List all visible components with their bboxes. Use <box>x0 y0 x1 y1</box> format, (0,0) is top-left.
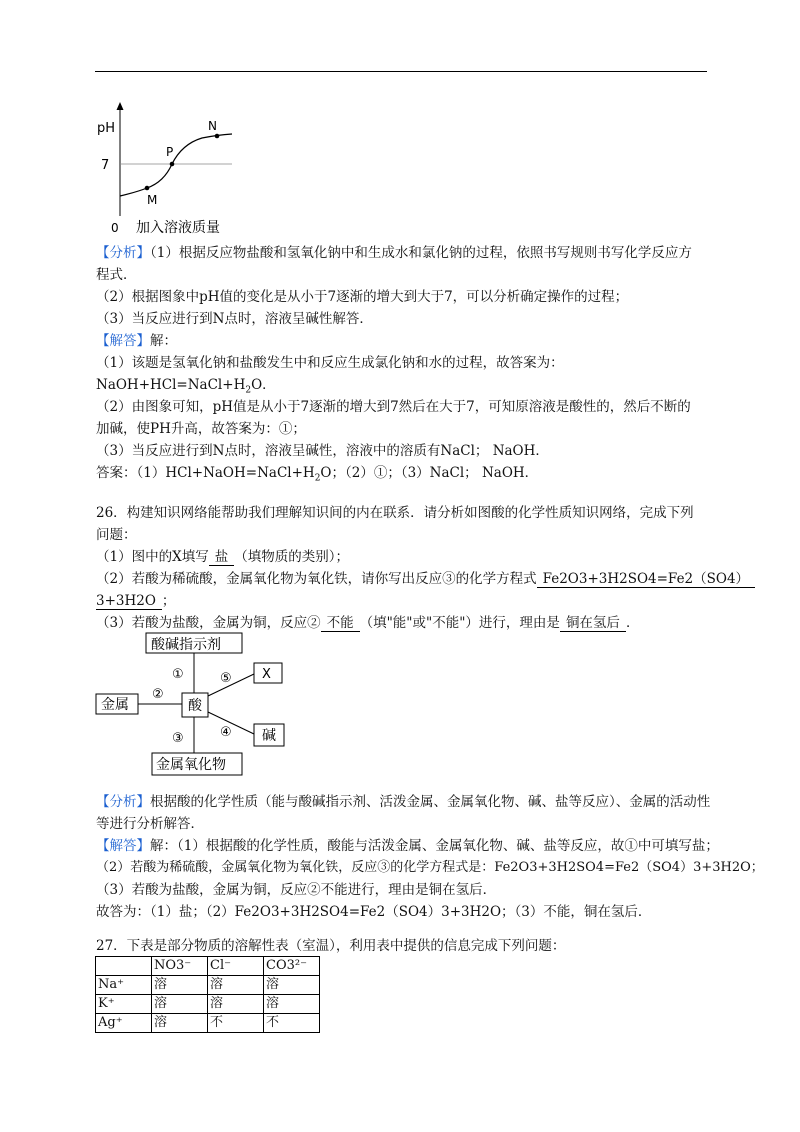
answer26-line1: 【解答】解：（1）根据酸的化学性质，酸能与活泼金属、金属氧化物、碱、盐等反应，故①中可填写盐； <box>96 838 719 854</box>
table-cell: 溶 <box>264 976 320 995</box>
analysis26-line2: 等进行分析解答． <box>96 816 204 832</box>
table-header-cell: Cl⁻ <box>208 957 264 976</box>
x-axis-label: 加入溶液质量 <box>136 220 220 236</box>
table-cell: 不 <box>208 1014 264 1033</box>
header-rule <box>95 71 707 72</box>
y-axis-label: pH <box>97 121 116 136</box>
q26-answer2-part1: Fe2O3+3H2SO4=Fe2（SO4） <box>537 571 755 588</box>
table-cell: 溶 <box>152 976 208 995</box>
q26-line6: （3）若酸为盐酸，金属为铜，反应② 不能 （填"能"或"不能"）进行，理由是 铜在氢后 ． <box>96 615 640 631</box>
table-cell: 溶 <box>152 995 208 1014</box>
point-n-dot <box>215 134 220 139</box>
answer-tag: 【解答】 <box>96 838 150 854</box>
q26-answer3: 不能 <box>321 615 360 632</box>
answer25-line3: （2）由图象可知，pH值是从小于7逐渐的增大到7然后在大于7，可知原溶液是酸性的，然后不断的 <box>96 399 691 415</box>
table-cell: 溶 <box>208 995 264 1014</box>
table-cell: 溶 <box>208 976 264 995</box>
point-m-dot <box>145 186 150 191</box>
q26-answer4: 铜在氢后 <box>560 615 626 632</box>
answer-tag: 【解答】 <box>96 333 150 349</box>
metal-label: 金属 <box>101 697 129 713</box>
q26-line3: （1）图中的X填写 盐 （填物质的类别）； <box>96 549 349 565</box>
analysis-tag: 【分析】 <box>96 245 150 261</box>
table-cell: Ag⁺ <box>96 1014 152 1033</box>
answer25-heading: 【解答】解： <box>96 333 177 349</box>
reaction-2-label: ② <box>152 687 164 702</box>
base-label: 碱 <box>262 728 276 744</box>
q26-line4: （2）若酸为稀硫酸，金属氧化物为氧化铁，请你写出反应③的化学方程式 Fe2O3+3H2SO4=Fe2（SO4） <box>96 569 755 589</box>
answer26-line2: （2）若酸为稀硫酸，金属氧化物为氧化铁，反应③的化学方程式是：Fe2O3+3H2SO4=Fe2（SO4）3+3H2O； <box>96 860 764 875</box>
table-cell: Na⁺ <box>96 976 152 995</box>
table-cell: 溶 <box>152 1014 208 1033</box>
analysis25-line4: （3）当反应进行到N点时，溶液呈碱性解答． <box>96 311 373 327</box>
analysis26-line1: 【分析】根据酸的化学性质（能与酸碱指示剂、活泼金属、金属氧化物、碱、盐等反应）、金属的活动性 <box>96 794 711 810</box>
x-label: X <box>262 667 271 682</box>
q26-line1: 26．构建知识网络能帮助我们理解知识间的内在联系．请分析如图酸的化学性质知识网络，完成下列 <box>96 505 694 521</box>
table-header-cell <box>96 957 152 976</box>
table-row <box>96 995 320 1014</box>
table-cell: 溶 <box>264 995 320 1014</box>
table-row <box>96 976 320 995</box>
reaction-1-label: ① <box>172 667 184 682</box>
seven-label: 7 <box>101 158 110 173</box>
table-header-row <box>96 957 320 976</box>
point-n-label: N <box>208 119 217 133</box>
reaction-3-label: ③ <box>172 731 184 746</box>
analysis-tag: 【分析】 <box>96 794 150 810</box>
point-p-dot <box>170 162 175 167</box>
answer25-equation: $NaOH+HCl=NaCl+H_2O$． <box>96 377 276 396</box>
solubility-table <box>95 956 320 1033</box>
origin-label: 0 <box>111 221 119 235</box>
analysis25-line1: 【分析】（1）根据反应物盐酸和氢氧化钠中和生成水和氯化钠的过程，依照书写规则书写化学反应方 <box>96 245 692 261</box>
answer26-line4: 故答为：（1）盐；（2）Fe2O3+3H2SO4=Fe2（SO4）3+3H2O；（3）不能，铜在氢后． <box>96 904 652 920</box>
answer25-final: 答案：$(1)HCl+NaOH=NaCl+H_2O$；（2）①；（3）NaCl； NaOH． <box>96 465 539 484</box>
analysis25-line3: （2）根据图象中pH值的变化是从小于7逐渐的增大到大于7，可以分析确定操作的过程； <box>96 289 629 305</box>
reaction-5-label: ⑤ <box>220 671 232 686</box>
q27-line1: 27．下表是部分物质的溶解性表（室温），利用表中提供的信息完成下列问题： <box>96 938 566 954</box>
indicator-label: 酸碱指示剂 <box>151 637 221 653</box>
q26-answer2-part2: 3+3H2O <box>96 593 162 610</box>
ph-curve <box>120 134 232 196</box>
answer26-line3: （3）若酸为盐酸，金属为铜，反应②不能进行，理由是铜在氢后． <box>96 882 497 898</box>
point-p-label: P <box>166 145 174 159</box>
y-axis-arrow <box>117 102 124 110</box>
q26-line2: 问题： <box>96 527 137 543</box>
q26-answer1: 盐 <box>209 549 235 566</box>
oxide-label: 金属氧化物 <box>156 757 226 773</box>
table-cell: 不 <box>264 1014 320 1033</box>
answer25-line1: （1）该题是氢氧化钠和盐酸发生中和反应生成氯化钠和水的过程，故答案为： <box>96 355 564 371</box>
table-row <box>96 1014 320 1033</box>
answer25-line4: 加碱，使PH升高，故答案为：①； <box>96 421 306 437</box>
point-m-label: M <box>147 193 158 207</box>
acid-network-diagram <box>94 630 304 780</box>
answer25-line5: （3）当反应进行到N点时，溶液呈碱性，溶液中的溶质有NaCl； NaOH． <box>96 443 549 459</box>
table-cell: K⁺ <box>96 995 152 1014</box>
acid-label: 酸 <box>188 698 202 714</box>
table-header-cell: NO3⁻ <box>152 957 208 976</box>
table-header-cell: CO3²⁻ <box>264 957 320 976</box>
ph-curve-figure <box>92 98 262 238</box>
q26-line5: 3+3H2O ； <box>96 593 176 609</box>
reaction-4-label: ④ <box>220 725 232 740</box>
analysis25-line2: 程式． <box>96 267 137 283</box>
